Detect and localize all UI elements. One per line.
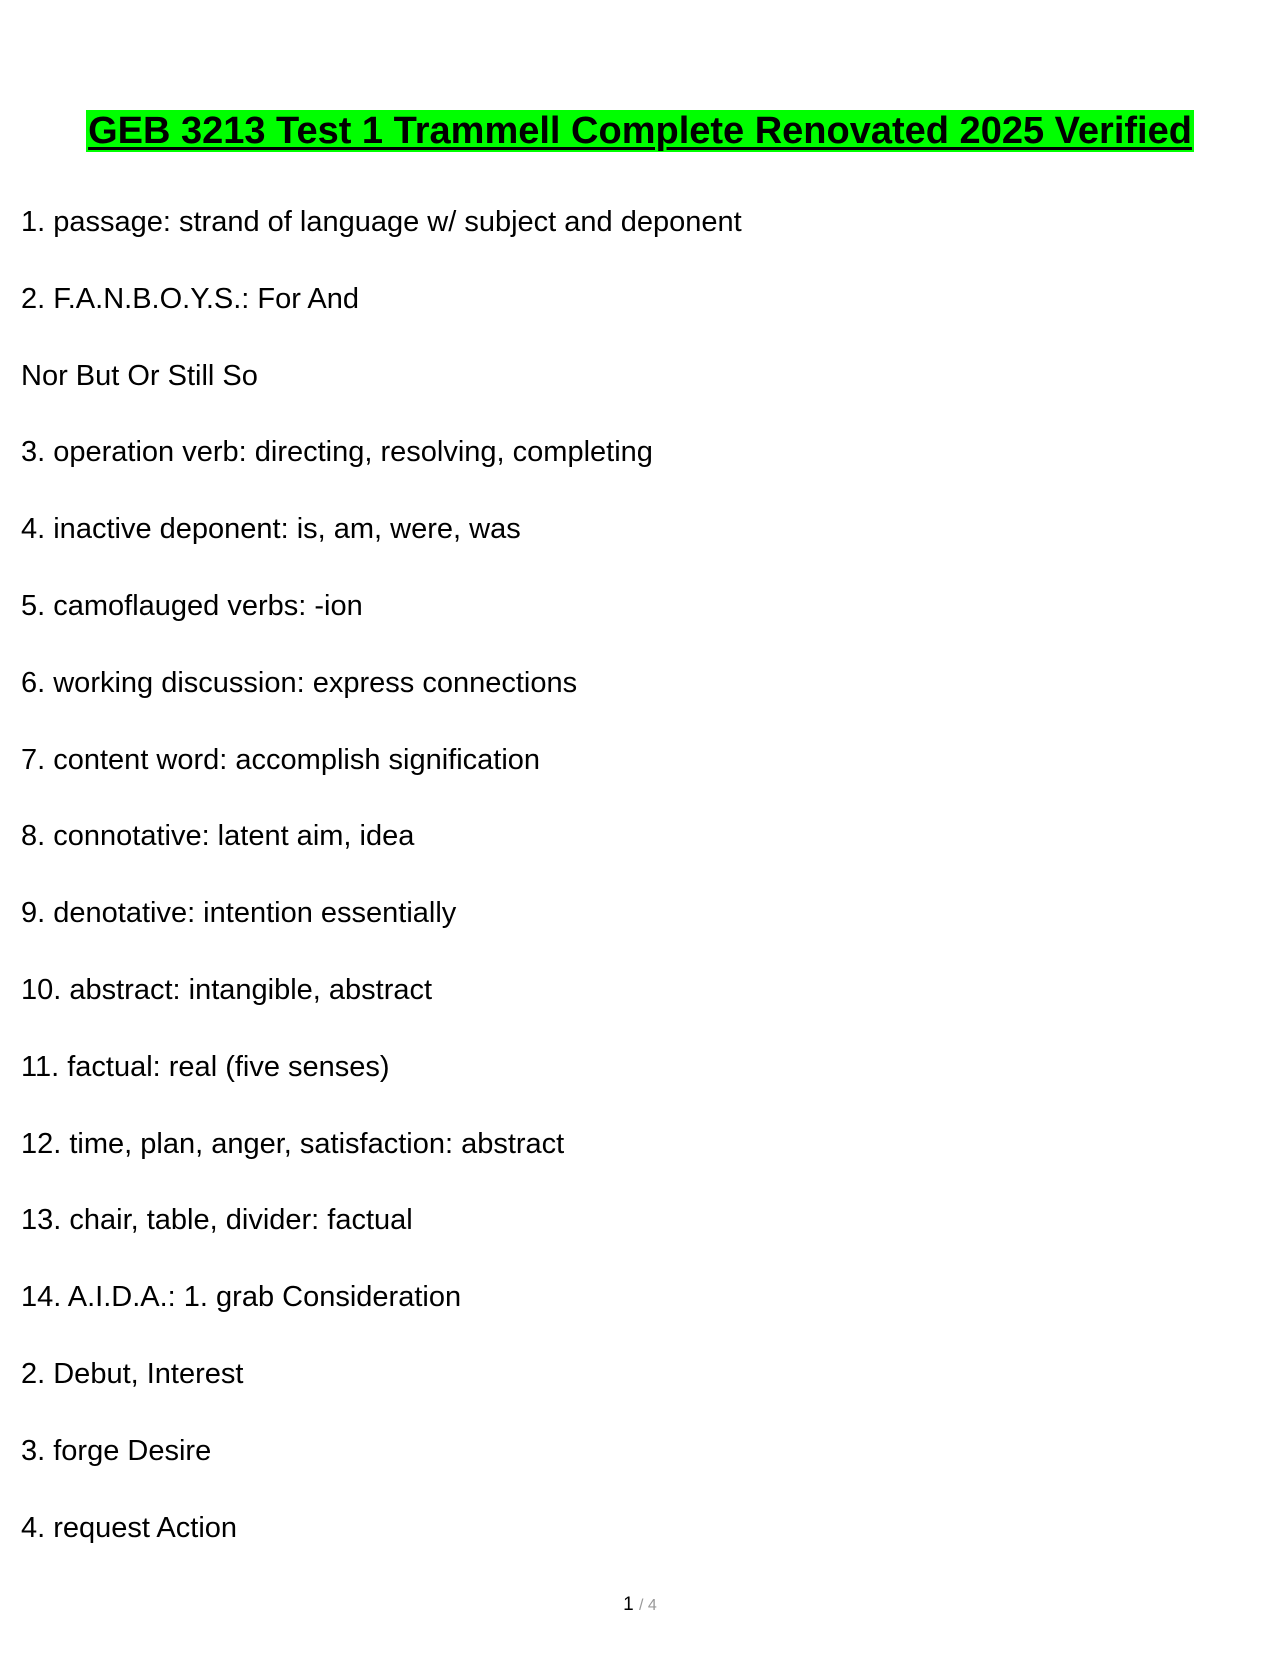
list-item: 13. chair, table, divider: factual (21, 1204, 413, 1237)
list-item: 4. request Action (21, 1511, 238, 1544)
list-item: 5. camoflauged verbs: -ion (21, 589, 363, 622)
list-item: 2. F.A.N.B.O.Y.S.: For And (21, 282, 359, 315)
list-item: 7. content word: accomplish signification (21, 743, 541, 776)
page-number (0, 1594, 1280, 1617)
list-item: 8. connotative: latent aim, idea (21, 820, 415, 853)
list-item: Nor But Or Still So (21, 359, 258, 392)
list-item: 3. forge Desire (21, 1434, 212, 1467)
term-list (21, 205, 742, 1587)
document-title (0, 106, 1280, 156)
list-item: 9. denotative: intention essentially (21, 897, 457, 930)
list-item: 3. operation verb: directing, resolving, completing (21, 436, 653, 469)
list-item: 12. time, plan, anger, satisfaction: abstract (21, 1127, 565, 1160)
list-item: 4. inactive deponent: is, am, were, was (21, 513, 521, 546)
page-total: / 4 (639, 1597, 657, 1614)
list-item: 6. working discussion: express connections (21, 666, 578, 699)
list-item: 11. factual: real (five senses) (21, 1050, 390, 1083)
list-item: 14. A.I.D.A.: 1. grab Consideration (21, 1281, 462, 1314)
list-item: 2. Debut, Interest (21, 1357, 244, 1390)
title-text: GEB 3213 Test 1 Trammell Complete Renovated 2025 Verified (88, 110, 1192, 152)
list-item: 1. passage: strand of language w/ subject and deponent (21, 206, 742, 238)
list-item: 10. abstract: intangible, abstract (21, 973, 433, 1006)
page-current: 1 (623, 1594, 634, 1615)
